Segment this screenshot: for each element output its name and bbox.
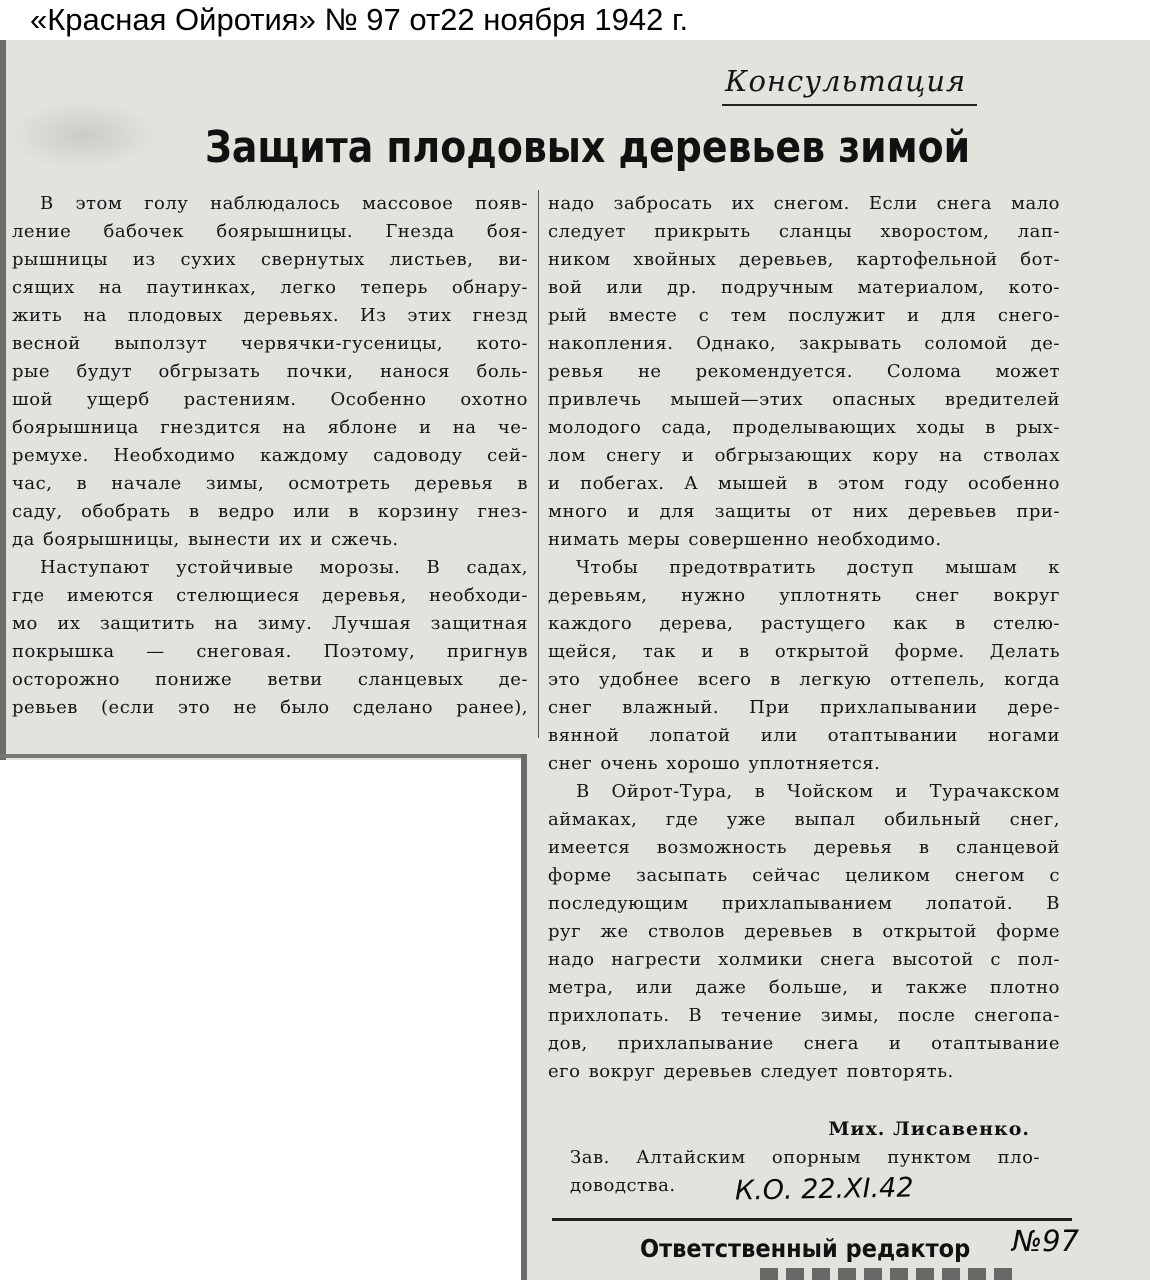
text-line: час, в начале зимы, осмотреть деревья в (12, 473, 528, 494)
text-line: щейся, так и в открытой форме. Делать (548, 641, 1060, 662)
text-line: В Ойрот-Тура, в Чойском и Турачакском (576, 781, 1060, 802)
text-line: лом снегу и обгрызающих кору на стволах (548, 445, 1060, 466)
text-line: дов, прихлапывание снега и отаптывание (548, 1033, 1060, 1054)
text-line: следует прикрыть сланцы хворостом, лап- (548, 221, 1060, 242)
text-line: сящих на паутинках, легко теперь обнару- (12, 277, 528, 298)
text-line: надо забросать их снегом. Если снега мало (548, 193, 1060, 214)
text-line: снег влажный. При прихлапывании дере- (548, 697, 1060, 718)
rubric-underline (722, 104, 977, 106)
clipping-edge-column (521, 754, 527, 1280)
text-line: весной выползут червячки-гусеницы, кото- (12, 333, 528, 354)
scan-smudge (8, 100, 158, 170)
article-headline: Защита плодовых деревьев зимой (205, 122, 971, 173)
text-line: Зав. Алтайским опорным пунктом пло- (570, 1147, 1040, 1168)
cut-off-text-remnant (760, 1268, 1020, 1280)
text-line: осторожно пониже ветви сланцевых де- (12, 669, 528, 690)
author-signature: Мих. Лисавенко. (828, 1118, 1030, 1140)
separator-rule (552, 1218, 1072, 1221)
text-line: ником хвойных деревьев, картофельной бот- (548, 249, 1060, 270)
text-line: и побегах. А мышей в этом году особенно (548, 473, 1060, 494)
text-line: метра, или даже больше, и также плотно (548, 977, 1060, 998)
text-line: его вокруг деревьев следует повторять. (548, 1061, 954, 1082)
text-line: последующим прихлапыванием лопатой. В (548, 893, 1060, 914)
text-line: молодого сада, проделывающих ходы в рых- (548, 417, 1060, 438)
page-caption: «Красная Ойротия» № 97 от22 ноября 1942 г. (30, 2, 689, 37)
text-line: мо их защитить на зиму. Лучшая защитная (12, 613, 528, 634)
text-line: рышницы из сухих свернутых листьев, ви- (12, 249, 528, 270)
text-line: прихлопать. В течение зимы, после снегопа- (548, 1005, 1060, 1026)
text-line: это удобнее всего в легкую оттепель, когда (548, 669, 1060, 690)
footer-editor-label: Ответственный редактор (640, 1234, 971, 1263)
text-line: надо нагрести холмики снега высотой с пол- (548, 949, 1060, 970)
text-line: жить на плодовых деревьях. Из этих гнезд (12, 305, 528, 326)
text-line: деревьям, нужно уплотнять снег вокруг (548, 585, 1060, 606)
clipping-edge-bottom (0, 754, 525, 758)
text-line: да боярышницы, вынести их и сжечь. (12, 529, 399, 550)
rubric-label: Консультация (725, 64, 967, 98)
text-line: В этом голу наблюдалось массовое появ- (40, 193, 528, 214)
text-line: форме засыпать сейчас целиком снегом с (548, 865, 1060, 886)
text-line: снег очень хорошо уплотняется. (548, 753, 881, 774)
text-line: ревья не рекомендуется. Солома может (548, 361, 1060, 382)
text-line: боярышница гнездится на яблоне и на че- (12, 417, 528, 438)
article-column-left (12, 190, 528, 722)
column-divider (538, 190, 539, 738)
text-line: руг же стволов деревьев в открытой форме (548, 921, 1060, 942)
text-line: аймаках, где уже выпал обильный снег, (548, 809, 1060, 830)
text-line: каждого дерева, растущего как в стелю- (548, 613, 1060, 634)
text-line: вянной лопатой или отаптывании ногами (548, 725, 1060, 746)
article-column-right (548, 190, 1060, 1086)
text-line: покрышка — снеговая. Поэтому, пригнув (12, 641, 528, 662)
text-line: имеется возможность деревья в сланцевой (548, 837, 1060, 858)
text-line: привлечь мышей—этих опасных вредителей (548, 389, 1060, 410)
text-line: нимать меры совершенно необходимо. (548, 529, 942, 550)
text-line: где имеются стелющиеся деревья, необходи- (12, 585, 528, 606)
text-line: шой ущерб растениям. Особенно охотно (12, 389, 528, 410)
text-line: саду, обобрать в ведро или в корзину гнез- (12, 501, 528, 522)
text-line: ревьев (если это не было сделано ранее), (12, 697, 528, 718)
text-line: рый вместе с тем послужит и для снего- (548, 305, 1060, 326)
handwritten-issue-number: №97 (1012, 1224, 1080, 1258)
text-line: вой или др. подручным материалом, кото- (548, 277, 1060, 298)
text-line: много и для защиты от них деревьев при- (548, 501, 1060, 522)
text-line: накопления. Однако, закрывать соломой де- (548, 333, 1060, 354)
text-line: ремухе. Необходимо каждому садоводу сей- (12, 445, 528, 466)
clipping-edge-left (0, 40, 6, 760)
text-line: Чтобы предотвратить доступ мышам к (576, 557, 1060, 578)
handwritten-date-note: К.О. 22.XI.42 (734, 1172, 914, 1207)
text-line: доводства. (570, 1175, 676, 1196)
text-line: ление бабочек боярышницы. Гнезда боя- (12, 221, 528, 242)
text-line: рые будут обгрызать почки, нанося боль- (12, 361, 528, 382)
text-line: Наступают устойчивые морозы. В садах, (40, 557, 528, 578)
